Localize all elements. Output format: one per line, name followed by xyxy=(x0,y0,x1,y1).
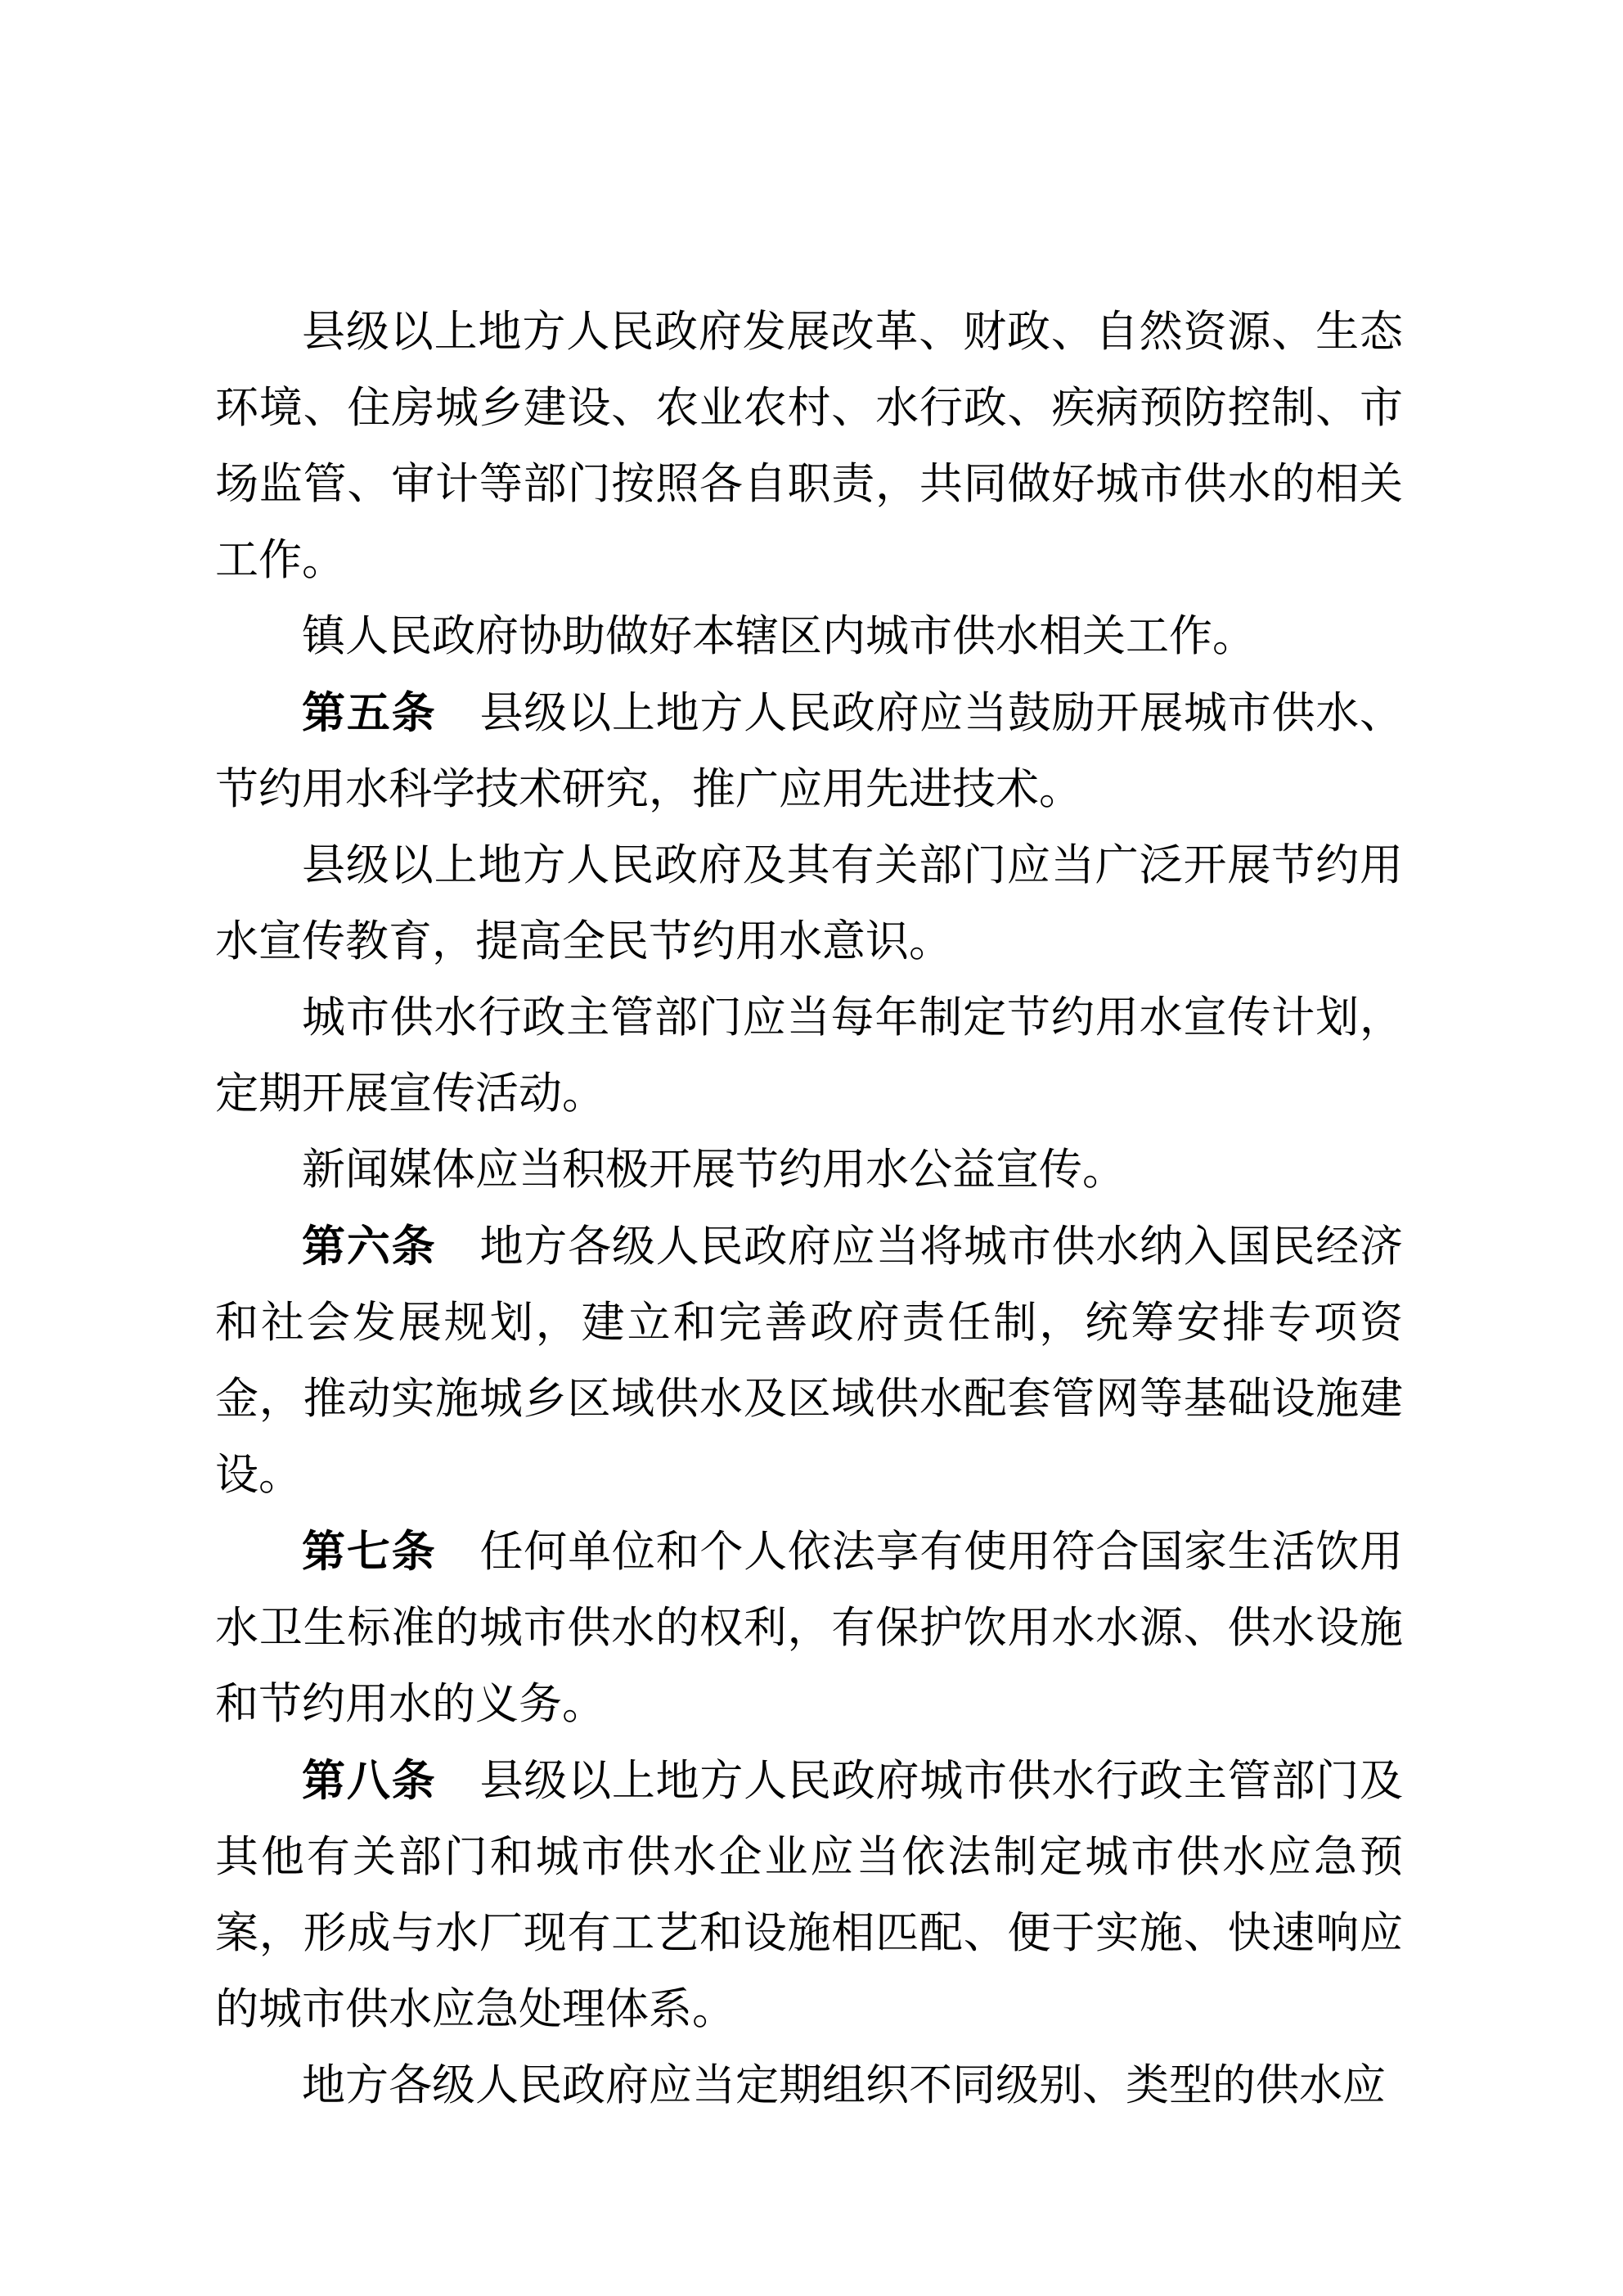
paragraph-article-8 xyxy=(215,1743,1403,2048)
paragraph-departments-duties xyxy=(215,295,1403,599)
paragraph-publicity-plan xyxy=(215,980,1403,1132)
document-body xyxy=(215,295,1403,2124)
paragraph-water-saving-education xyxy=(215,828,1403,980)
paragraph-article-5 xyxy=(215,675,1403,828)
article-number-5: 第五条 xyxy=(302,689,437,737)
paragraph-text: 镇人民政府协助做好本辖区内城市供水相关工作。 xyxy=(302,613,1256,660)
article-number-6: 第六条 xyxy=(302,1222,437,1271)
article-number-7: 第七条 xyxy=(302,1528,437,1576)
paragraph-news-media xyxy=(215,1132,1403,1209)
paragraph-text: 地方各级人民政府应当定期组织不同级别、类型的供水应 xyxy=(302,2062,1386,2109)
article-number-8: 第八条 xyxy=(302,1757,437,1805)
paragraph-text: 县级以上地方人民政府城市供水行政主管部门及其他有关部门和城市供水企业应当依法制定城市供水应急预案，形成与水厂现有工艺和设施相匹配、便于实施、快速响应的城市供水应急处理体系。 xyxy=(215,1758,1404,2033)
paragraph-text: 城市供水行政主管部门应当每年制定节约用水宣传计划，定期开展宣传活动。 xyxy=(215,994,1403,1118)
paragraph-emergency-drills xyxy=(215,2048,1403,2124)
paragraph-text: 新闻媒体应当积极开展节约用水公益宣传。 xyxy=(302,1146,1126,1194)
paragraph-town-government xyxy=(215,599,1403,675)
paragraph-text: 县级以上地方人民政府及其有关部门应当广泛开展节约用水宣传教育，提高全民节约用水意识。 xyxy=(215,842,1403,966)
paragraph-text: 县级以上地方人民政府应当鼓励开展城市供水、节约用水科学技术研究，推广应用先进技术。 xyxy=(215,690,1404,813)
paragraph-article-6 xyxy=(215,1209,1403,1514)
paragraph-text: 地方各级人民政府应当将城市供水纳入国民经济和社会发展规划，建立和完善政府责任制，统筹安排专项资金，推动实施城乡区域供水及区域供水配套管网等基础设施建设。 xyxy=(215,1223,1404,1499)
paragraph-article-7 xyxy=(215,1514,1403,1743)
paragraph-text: 县级以上地方人民政府发展改革、财政、自然资源、生态环境、住房城乡建设、农业农村、水行政、疾病预防控制、市场监管、审计等部门按照各自职责，共同做好城市供水的相关工作。 xyxy=(215,308,1403,584)
paragraph-text: 任何单位和个人依法享有使用符合国家生活饮用水卫生标准的城市供水的权利，有保护饮用水水源、供水设施和节约用水的义务。 xyxy=(215,1528,1404,1728)
